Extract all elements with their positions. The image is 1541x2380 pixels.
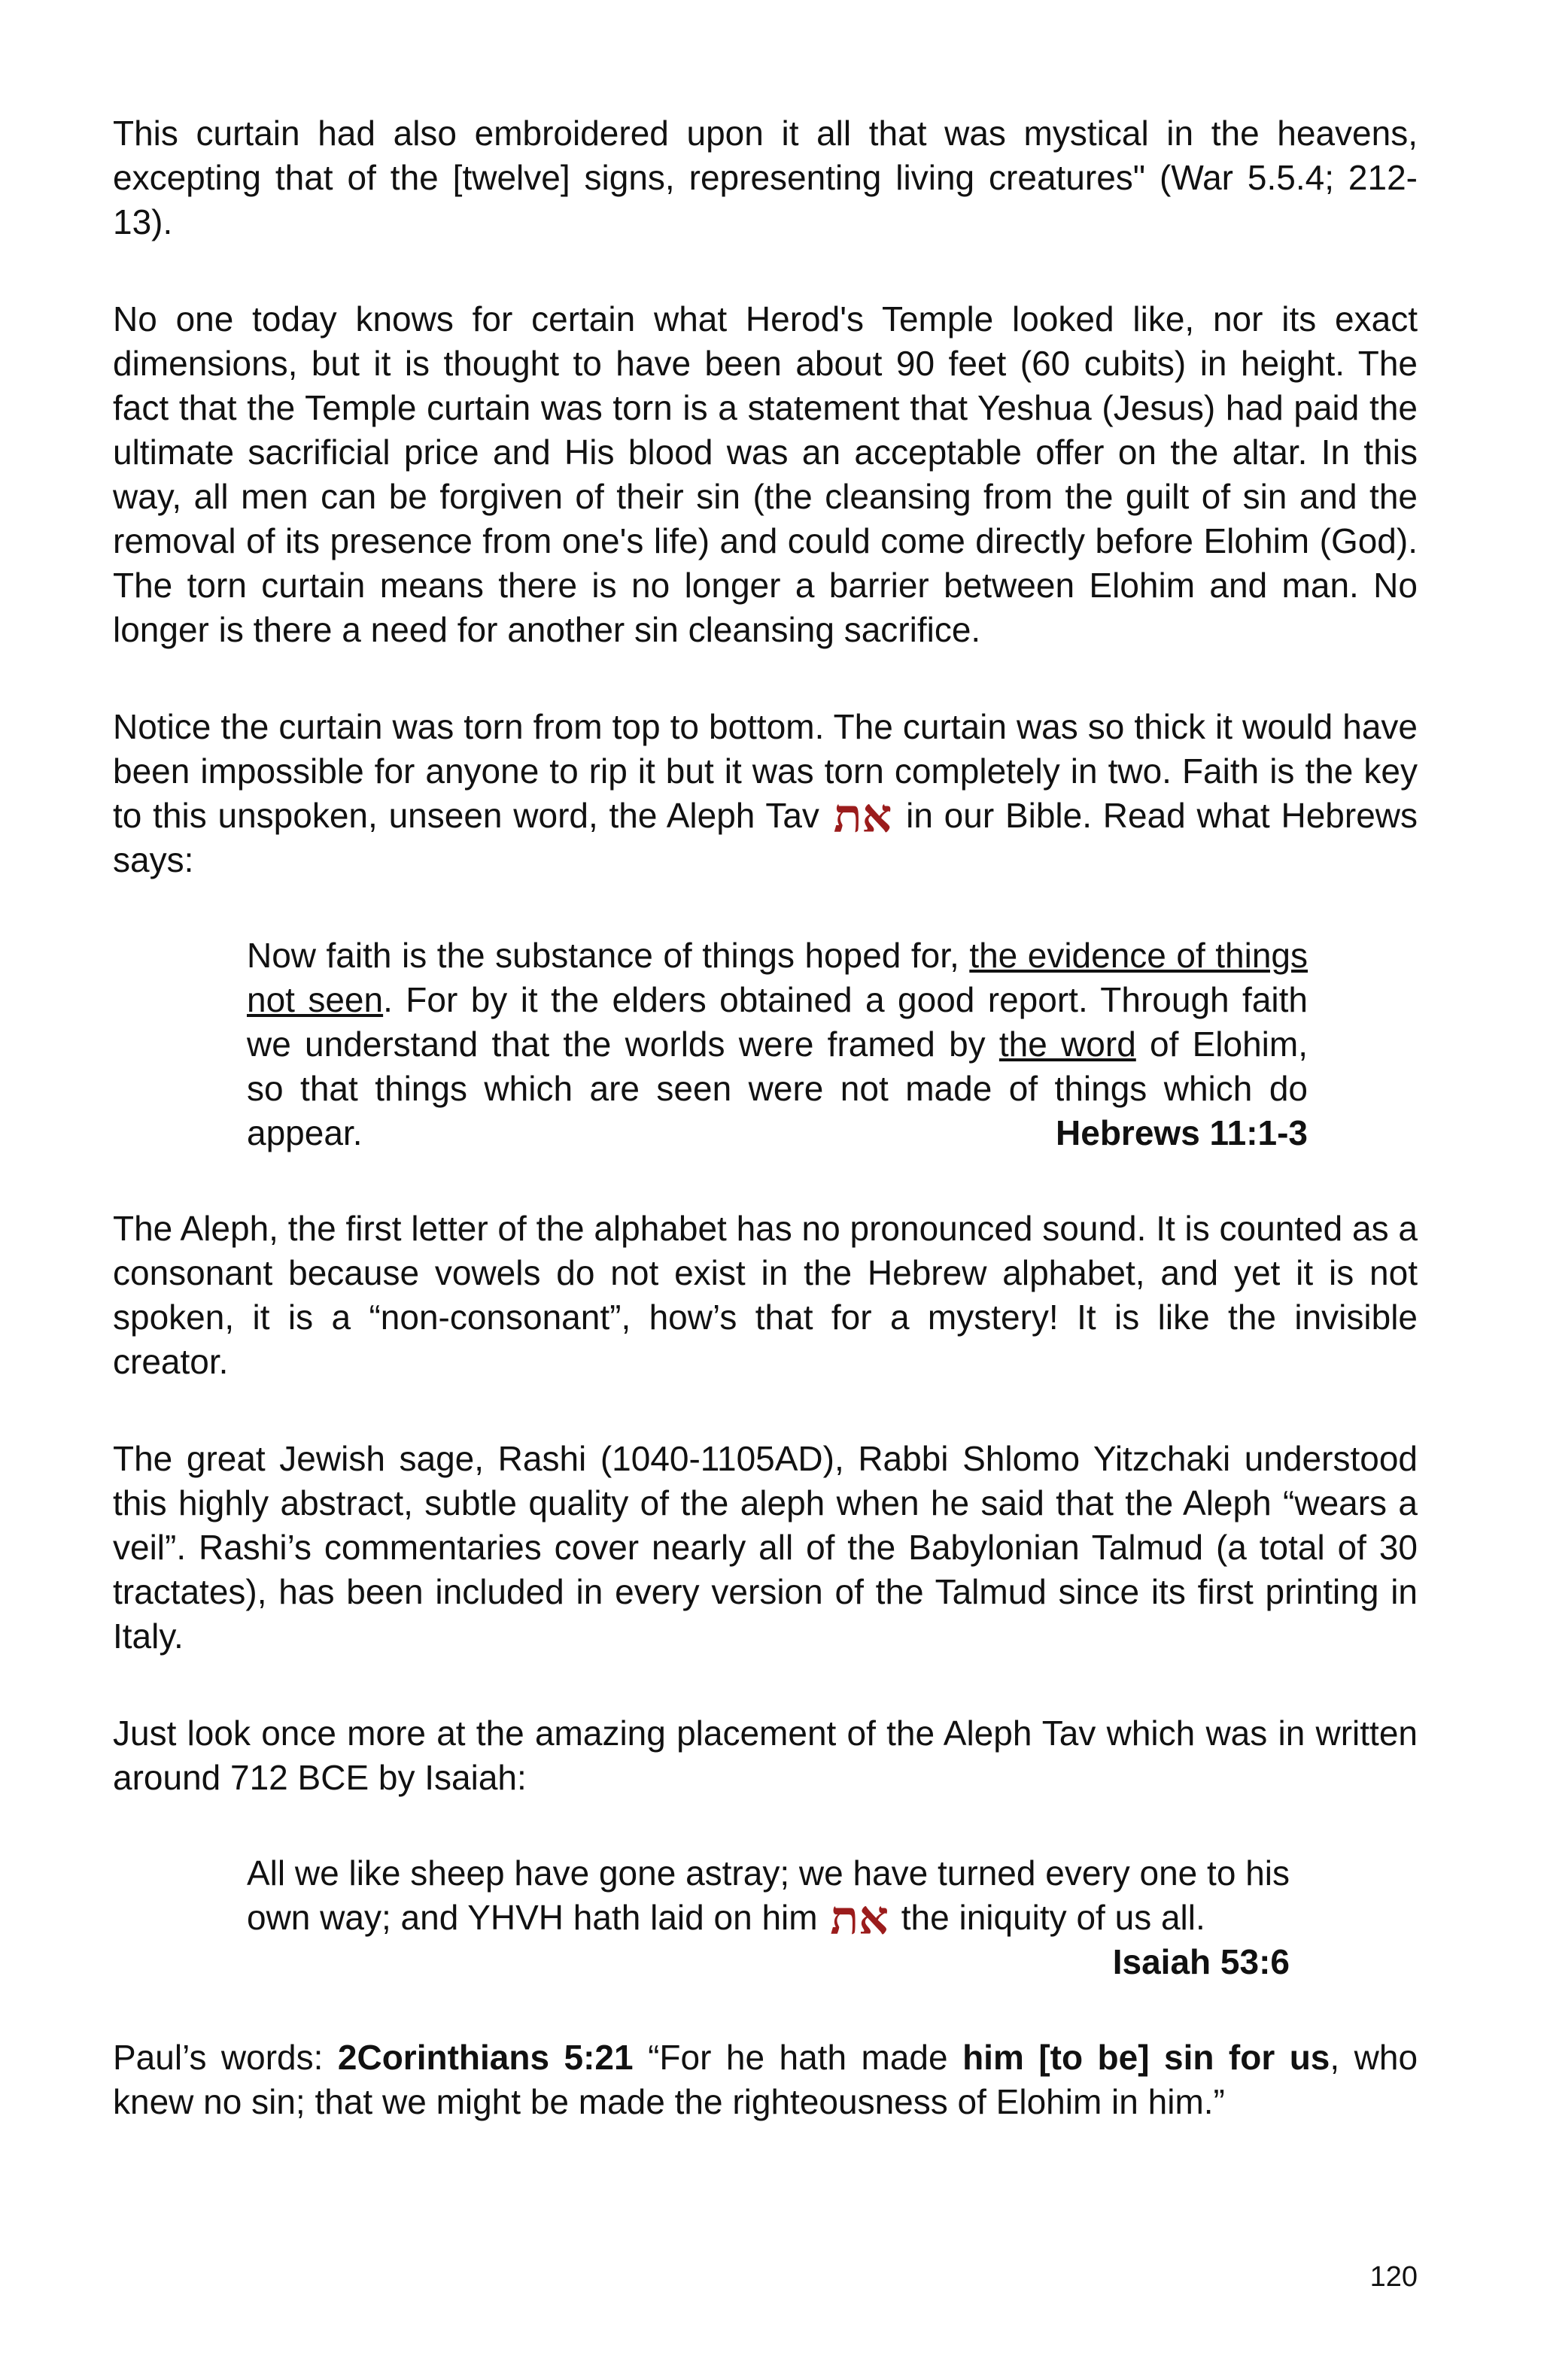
text-span: The great Jewish sage, Rashi (1040-1105AD), Rabbi Shlomo Yitzchaki understood this highly abstract, subtle quality of the aleph when he said that the Aleph “wears a veil”. Rashi’s commentaries cover nearly all of the Babylonian Talmud (a total of 30 tractates), has been included in every version of the Talmud since its first printing in Italy. <box>113 1439 1418 1656</box>
scripture-reference: Hebrews 11:1-3 <box>1056 1113 1308 1152</box>
paragraph-temple <box>113 297 1418 652</box>
text-span: Notice the curtain was torn from top to bottom. The curtain was so thick it would have been impossible for anyone to rip it but it was torn completely in two. Faith is the key to this unspoken, unseen word, the Aleph Tav <box>113 707 1418 835</box>
paragraph-aleph <box>113 1207 1418 1384</box>
blockquote-isaiah <box>247 1851 1290 1984</box>
text-span: , who knew no sin; that we might be made the righteousness of Elohim in him.” <box>113 2038 1418 2121</box>
paragraph-isaiah-intro <box>113 1711 1418 1800</box>
text-span: . For by it the elders obtained a good report. Through faith we understand that the worlds were framed by <box>247 980 1308 1064</box>
underlined-phrase: the word <box>998 1025 1136 1064</box>
paragraph-curtain <box>113 111 1418 244</box>
blockquote-hebrews <box>247 933 1308 1155</box>
text-span: Paul’s words: <box>113 2038 324 2077</box>
text-span: No one today knows for certain what Herod's Temple looked like, nor its exact dimensions, but it is thought to have been about 90 feet (60 cubits) in height. The fact that the Temple curtain was torn is a statement that Yeshua (Jesus) had paid the ultimate sacrificial price and His blood was an acceptable offer on the altar. In this way, all men can be forgiven of their sin (the cleansing from the guilt of sin and the removal of its presence from one's life) and could come directly before Elohim (God). The torn curtain means there is no longer a barrier between Elohim and man. No longer is there a need for another sin cleansing sacrifice. <box>113 299 1418 649</box>
paragraph-rashi <box>113 1437 1418 1659</box>
page-number: 120 <box>1369 2261 1418 2293</box>
scripture-reference: Isaiah 53:6 <box>1112 1942 1290 1981</box>
bold-phrase: him [to be] sin for us <box>962 2038 1330 2077</box>
text-span: in our Bible. Read what Hebrews says: <box>113 796 1418 879</box>
text-span: of Elohim, so that things which are seen were not made of things which do appear. <box>247 1025 1308 1152</box>
text-span: This curtain had also embroidered upon it all that was mystical in the heavens, excepting that of the [twelve] signs, representing living creatures" (War 5.5.4; 212-13). <box>113 114 1418 241</box>
text-span: the iniquity of us all. <box>901 1898 1205 1937</box>
bold-reference: 2Corinthians 5:21 <box>337 2038 634 2077</box>
document-page <box>113 111 1418 2124</box>
quote-text <box>247 933 1308 1155</box>
aleph-tav-glyph: את <box>833 788 892 843</box>
paragraph-torn-curtain <box>113 705 1418 882</box>
aleph-tav-glyph: את <box>830 1890 889 1945</box>
text-span: The Aleph, the first letter of the alphabet has no pronounced sound. It is counted as a consonant because vowels do not exist in the Hebrew alphabet, and yet it is not spoken, it is a “non-consonant”, how’s that for a mystery! It is like the invisible creator. <box>113 1209 1418 1381</box>
text-span: “For he hath made <box>648 2038 948 2077</box>
text-span: Just look once more at the amazing placement of the Aleph Tav which was in written around 712 BCE by Isaiah: <box>113 1714 1418 1797</box>
paragraph-paul <box>113 2035 1418 2124</box>
text-span: All we like sheep have gone astray; we have turned every one to his own way; and YHVH hath laid on him <box>247 1853 1290 1937</box>
underlined-phrase: the evidence of things not seen <box>247 936 1308 1019</box>
text-span: Now faith is the substance of things hoped for, <box>247 936 959 975</box>
quote-text <box>247 1851 1290 1984</box>
